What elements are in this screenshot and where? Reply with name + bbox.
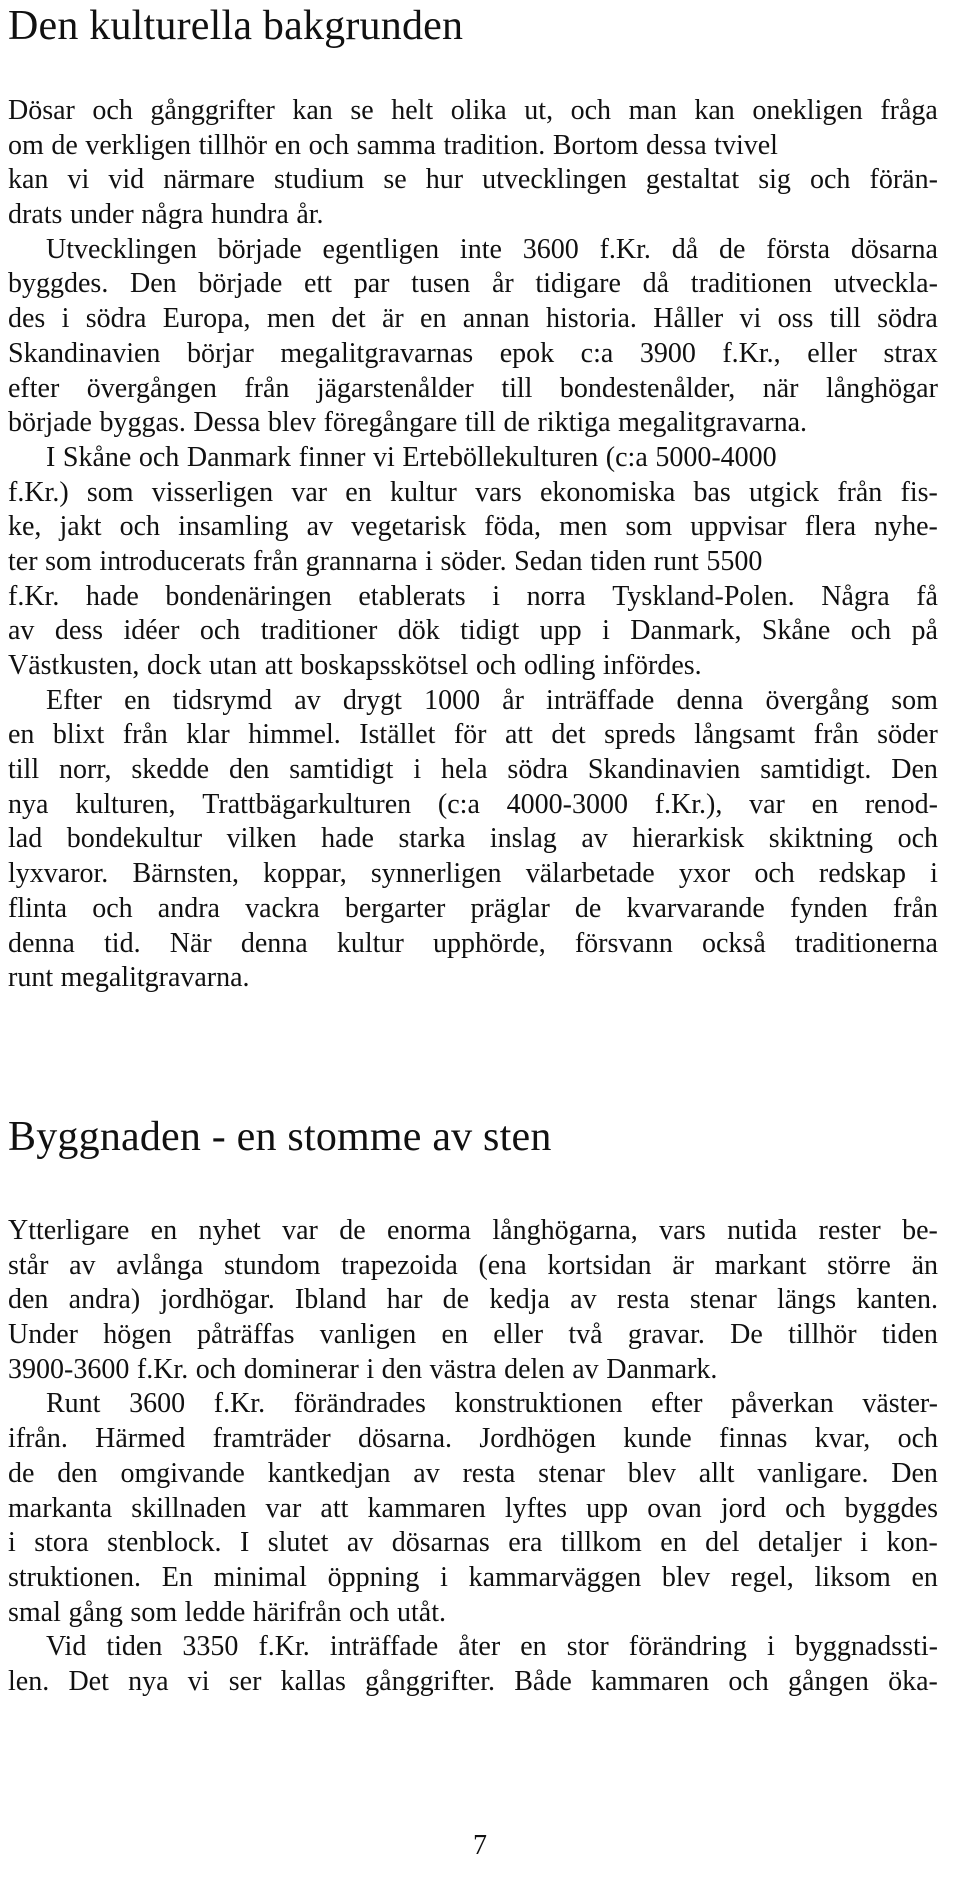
text-line: står av avlånga stundom trapezoida (ena kortsidan är markant större än xyxy=(8,1249,938,1281)
text-line: Ytterligare en nyhet var de enorma långhögarna, vars nutida rester be- xyxy=(8,1215,938,1246)
text-line: ter som introducerats från grannarna i söder. Sedan tiden runt 5500 xyxy=(8,545,763,577)
text-line: des i södra Europa, men det är en annan historia. Håller vi oss till södra xyxy=(8,303,938,335)
text-line: Runt 3600 f.Kr. förändrades konstruktionen efter påverkan väster- xyxy=(46,1388,938,1420)
text-line: Dösar och gånggrifter kan se helt olika ut, och man kan onekligen fråga xyxy=(8,95,938,126)
section-body-cultural-background xyxy=(8,94,938,996)
text-line: kan vi vid närmare studium se hur utvecklingen gestaltat sig och förän- xyxy=(8,164,938,196)
text-line: efter övergången från jägarstenålder till bondestenålder, när långhögar xyxy=(8,372,938,404)
page-number: 7 xyxy=(473,1830,487,1861)
text-line: den andra) jordhögar. Ibland har de kedja av resta stenar längs kanten. xyxy=(8,1284,938,1316)
text-line: de den omgivande kantkedjan av resta stenar blev allt vanligare. Den xyxy=(8,1457,938,1489)
text-line: denna tid. När denna kultur upphörde, försvann också traditionerna xyxy=(8,927,938,959)
text-line: Under högen påträffas vanligen en eller två gravar. De tillhör tiden xyxy=(8,1319,938,1351)
text-line: lyxvaror. Bärnsten, koppar, synnerligen välarbetade yxor och redskap i xyxy=(8,858,938,890)
text-line: runt megalitgravarna. xyxy=(8,962,250,994)
text-line: började byggas. Dessa blev föregångare till de riktiga megalitgravarna. xyxy=(8,407,808,439)
section-title-cultural-background: Den kulturella bakgrunden xyxy=(8,3,464,49)
text-line: nya kulturen, Trattbägarkulturen (c:a 4000-3000 f.Kr.), var en renod- xyxy=(8,788,938,820)
text-line: len. Det nya vi ser kallas gånggrifter. Både kammaren och gången öka- xyxy=(8,1665,938,1697)
text-line: smal gång som ledde härifrån och utåt. xyxy=(8,1596,446,1628)
text-line: markanta skillnaden var att kammaren lyftes upp ovan jord och byggdes xyxy=(8,1492,938,1524)
text-line: f.Kr.) som visserligen var en kultur vars ekonomiska bas utgick från fis- xyxy=(8,476,938,508)
text-line: av dess idéer och traditioner dök tidigt upp i Danmark, Skåne och på xyxy=(8,615,938,647)
text-line: ke, jakt och insamling av vegetarisk föda, men som uppvisar flera nyhe- xyxy=(8,511,938,543)
text-line: lad bondekultur vilken hade starka inslag av hierarkisk skiktning och xyxy=(8,823,938,855)
text-line: struktionen. En minimal öppning i kammarväggen blev regel, liksom en xyxy=(8,1561,938,1593)
text-line: 3900-3600 f.Kr. och dominerar i den västra delen av Danmark. xyxy=(8,1353,718,1385)
text-line: till norr, skedde den samtidigt i hela södra Skandinavien samtidigt. Den xyxy=(8,754,938,786)
text-line: Skandinavien börjar megalitgravarnas epok c:a 3900 f.Kr., eller strax xyxy=(8,337,938,369)
text-line: om de verkligen tillhör en och samma tradition. Bortom dessa tvivel xyxy=(8,129,778,161)
text-line: drats under några hundra år. xyxy=(8,199,324,231)
text-line: flinta och andra vackra bergarter präglar de kvarvarande fynden från xyxy=(8,892,938,924)
text-line: f.Kr. hade bondenäringen etablerats i norra Tyskland-Polen. Några få xyxy=(8,580,938,612)
text-line: i stora stenblock. I slutet av dösarnas era tillkom en del detaljer i kon- xyxy=(8,1527,938,1559)
text-line: Vid tiden 3350 f.Kr. inträffade åter en stor förändring i byggnadssti- xyxy=(46,1631,938,1663)
text-line: Utvecklingen började egentligen inte 3600 f.Kr. då de första dösarna xyxy=(46,233,938,265)
text-line: byggdes. Den började ett par tusen år tidigare då traditionen utveckla- xyxy=(8,268,938,300)
text-line: ifrån. Härmed framträder dösarna. Jordhögen kunde finnas kvar, och xyxy=(8,1423,938,1455)
text-line: I Skåne och Danmark finner vi Erteböllekulturen (c:a 5000-4000 xyxy=(46,441,777,473)
text-line: Västkusten, dock utan att boskapsskötsel och odling infördes. xyxy=(8,650,702,681)
section-title-building: Byggnaden - en stomme av sten xyxy=(8,1114,552,1160)
text-line: Efter en tidsrymd av drygt 1000 år inträffade denna övergång som xyxy=(46,684,938,716)
text-line: en blixt från klar himmel. Istället för att det spreds långsamt från söder xyxy=(8,719,938,751)
section-body-building xyxy=(8,1214,938,1700)
